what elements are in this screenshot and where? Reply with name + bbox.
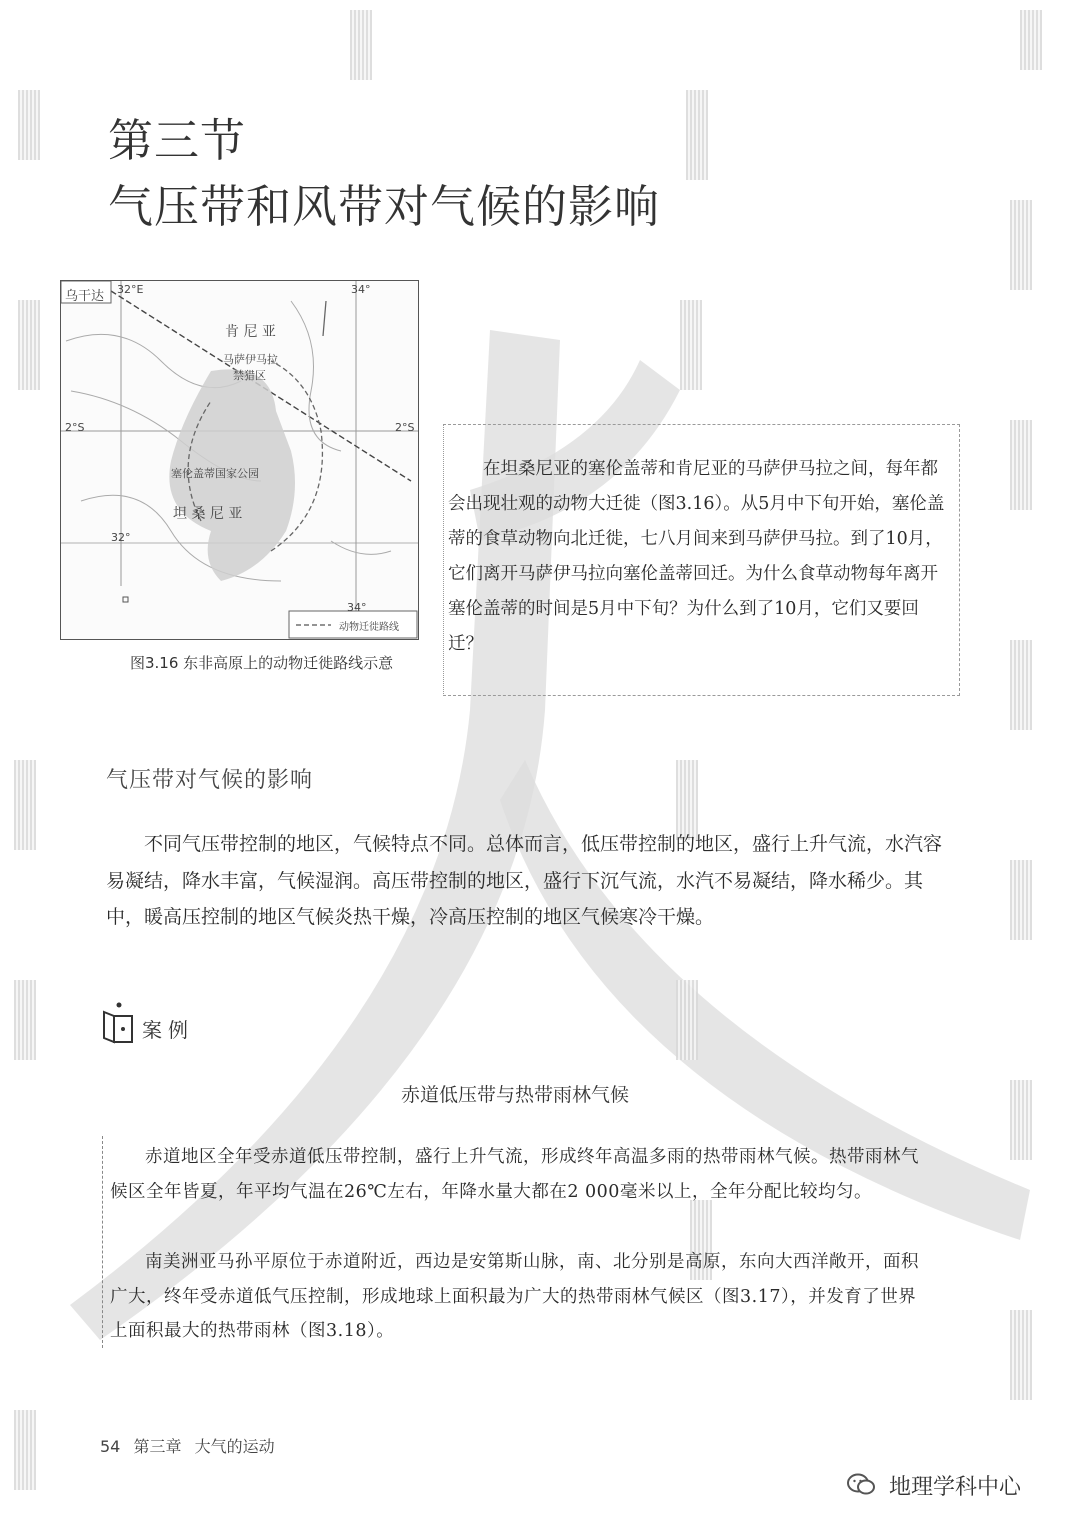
watermark-stripe (18, 90, 40, 160)
case-title: 赤道低压带与热带雨林气候 (400, 1084, 629, 1106)
map-label-masai-mara-2: 禁猎区 (233, 369, 266, 382)
watermark-stripe (1010, 420, 1032, 510)
intro-question-text: 在坦桑尼亚的塞伦盖蒂和肯尼亚的马萨伊马拉之间，每年都会出现壮观的动物大迁徙（图3.16）。从5月中下旬开始，塞伦盖蒂的食草动物向北迁徙，七八月间来到马萨伊马拉。到了10月，它们离开马萨伊马拉向塞伦盖蒂回迁。为什么食草动物每年离开塞伦盖蒂的时间是5月中下旬？为什么到了10月，它们又要回迁？ (448, 459, 945, 654)
case-paragraph-1: 赤道地区全年受赤道低压带控制，盛行上升气流，形成终年高温多雨的热带雨林气候。热带雨林气候区全年皆夏，年平均气温在26℃左右，年降水量大都在2 000毫米以上，全年分配比较均匀。 (110, 1147, 919, 1202)
section-number-title: 第三节 (108, 114, 247, 167)
map-label-lon-32-top: 32°E (117, 283, 144, 296)
map-label-kenya: 肯 尼 亚 (225, 324, 276, 340)
watermark-stripe (1010, 860, 1032, 940)
section-heading: 气压带对气候的影响 (106, 768, 314, 793)
map-label-uganda: 乌干达 (65, 289, 105, 304)
map-label-lat-2s-left: 2°S (65, 421, 85, 434)
page-footer (100, 1434, 275, 1457)
map-label-lon-32-bottom: 32° (111, 531, 131, 544)
case-icon (100, 1000, 136, 1046)
map-label-lon-34-bottom: 34° (347, 601, 367, 614)
section-main-title: 气压带和风带对气候的影响 (108, 180, 661, 233)
wechat-icon (846, 1472, 876, 1498)
watermark-stripe (1010, 1310, 1032, 1400)
watermark-stripe (18, 300, 40, 390)
map-label-masai-mara-1: 马萨伊马拉 (223, 353, 278, 366)
watermark-stripe (1010, 200, 1032, 290)
map-label-tanzania: 坦 桑 尼 亚 (173, 506, 243, 522)
case-label: 案例 (142, 1018, 194, 1042)
map-label-lat-2s-right: 2°S (395, 421, 415, 434)
watermark-stripe (14, 760, 36, 850)
watermark-stripe (676, 980, 698, 1060)
watermark-stripe (350, 10, 372, 80)
footer-chapter-title: 大气的运动 (194, 1437, 275, 1456)
map-legend-label: 动物迁徙路线 (339, 622, 399, 633)
watermark-stripe (686, 90, 708, 180)
figure-caption: 图3.16 东非高原上的动物迁徙路线示意 (130, 654, 394, 672)
map-label-serengeti: 塞伦盖蒂国家公园 (171, 467, 259, 480)
migration-map (60, 280, 419, 640)
watermark-stripe (14, 1410, 36, 1490)
page-number: 54 (100, 1437, 121, 1456)
watermark-stripe (14, 980, 36, 1060)
watermark-stripe (1010, 640, 1032, 730)
watermark-stripe (1020, 10, 1042, 70)
watermark-stripe (680, 300, 702, 390)
wechat-watermark (846, 1470, 1021, 1501)
wechat-label: 地理学科中心 (889, 1475, 1022, 1500)
footer-chapter: 第三章 (133, 1437, 182, 1456)
case-paragraph-2: 南美洲亚马孙平原位于赤道附近，西边是安第斯山脉，南、北分别是高原，东向大西洋敞开，面积广大，终年受赤道低气压控制，形成地球上面积最为广大的热带雨林气候区（图3.17），并发育了世界上面积最大的热带雨林（图3.18）。 (110, 1252, 919, 1341)
body-paragraph: 不同气压带控制的地区，气候特点不同。总体而言，低压带控制的地区，盛行上升气流，水汽容易凝结，降水丰富，气候湿润。高压带控制的地区，盛行下沉气流，水汽不易凝结，降水稀少。其中，暖高压控制的地区气候炎热干燥，冷高压控制的地区气候寒冷干燥。 (106, 833, 943, 928)
map-label-lon-34-top: 34° (351, 283, 371, 296)
